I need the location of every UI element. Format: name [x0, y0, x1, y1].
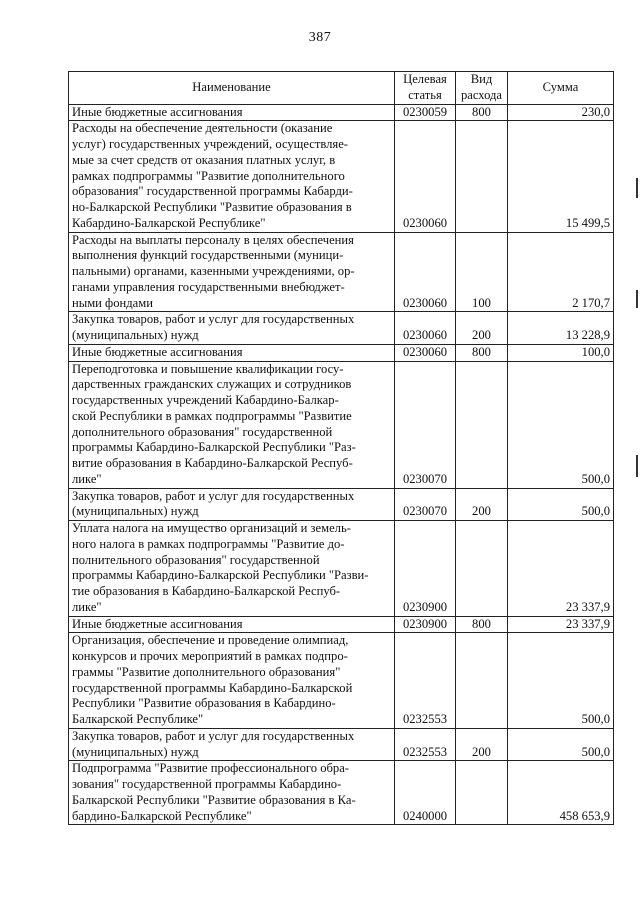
- table-row: [69, 488, 614, 521]
- row-name: Переподготовка и повышение квалификации госу- дарственных гражданских служащих и сотрудников государственных учреждений Кабардино-Балкар- ской Республики в рамках подпрограммы "Развитие дополнительного образования" государственной программы Кабардино-Балкарской Республики "Раз- витие образования в Кабардино-Балкарской Респуб- лике": [69, 361, 395, 488]
- row-type: [456, 121, 508, 232]
- row-name: Закупка товаров, работ и услуг для государственных (муниципальных) нужд: [69, 488, 395, 521]
- row-sum: 500,0: [508, 361, 614, 488]
- row-name: Закупка товаров, работ и услуг для государственных (муниципальных) нужд: [69, 728, 395, 761]
- row-code: 0240000: [395, 761, 456, 825]
- row-code: 0230060: [395, 121, 456, 232]
- row-type: 800: [456, 616, 508, 633]
- header-sum: Сумма: [508, 72, 614, 105]
- row-code: 0230900: [395, 521, 456, 617]
- header-code: Целевая статья: [395, 72, 456, 105]
- page-number: 387: [308, 30, 332, 45]
- row-name: Иные бюджетные ассигнования: [69, 104, 395, 121]
- margin-mark: [636, 290, 638, 308]
- row-type: [456, 633, 508, 729]
- row-type: 100: [456, 232, 508, 312]
- row-code: 0230059: [395, 104, 456, 121]
- row-code: 0232553: [395, 728, 456, 761]
- row-name: Подпрограмма "Развитие профессионального обра- зования" государственной программы Кабардино- Балкарской Республики "Развитие образования в Ка- бардино-Балкарской Республике": [69, 761, 395, 825]
- row-name: Иные бюджетные ассигнования: [69, 344, 395, 361]
- table-row: [69, 312, 614, 345]
- row-sum: 500,0: [508, 633, 614, 729]
- table-row: [69, 121, 614, 232]
- row-type: 800: [456, 104, 508, 121]
- table-row: [69, 232, 614, 312]
- row-type: [456, 361, 508, 488]
- row-code: 0230070: [395, 488, 456, 521]
- row-sum: 230,0: [508, 104, 614, 121]
- row-code: 0230060: [395, 312, 456, 345]
- row-sum: 500,0: [508, 728, 614, 761]
- row-type: [456, 521, 508, 617]
- row-name: Расходы на выплаты персоналу в целях обеспечения выполнения функций государственными (муници- пальными) органами, казенными учреждениями, ор- ганами управления государственными внебюджет- ными фондами: [69, 232, 395, 312]
- row-type: [456, 761, 508, 825]
- table-row: [69, 344, 614, 361]
- row-sum: 13 228,9: [508, 312, 614, 345]
- row-code: 0230070: [395, 361, 456, 488]
- table-row: [69, 361, 614, 488]
- table-row: [69, 761, 614, 825]
- table-row: [69, 633, 614, 729]
- row-type: 800: [456, 344, 508, 361]
- table-row: [69, 728, 614, 761]
- row-sum: 23 337,9: [508, 616, 614, 633]
- row-type: 200: [456, 488, 508, 521]
- row-sum: 15 499,5: [508, 121, 614, 232]
- table-row: [69, 616, 614, 633]
- row-name: Организация, обеспечение и проведение олимпиад, конкурсов и прочих мероприятий в рамках подпро- граммы "Развитие дополнительного образования" государственной программы Кабардино-Балкарской Республики "Развитие образования в Кабардино- Балкарской Республике": [69, 633, 395, 729]
- header-type: Вид расхода: [456, 72, 508, 105]
- row-type: 200: [456, 728, 508, 761]
- row-sum: 23 337,9: [508, 521, 614, 617]
- table-row: [69, 104, 614, 121]
- row-sum: 458 653,9: [508, 761, 614, 825]
- table-row: [69, 521, 614, 617]
- row-code: 0230060: [395, 232, 456, 312]
- row-sum: 2 170,7: [508, 232, 614, 312]
- header-name: Наименование: [69, 72, 395, 105]
- table-header-row: [69, 72, 614, 105]
- row-name: Закупка товаров, работ и услуг для государственных (муниципальных) нужд: [69, 312, 395, 345]
- row-code: 0230060: [395, 344, 456, 361]
- row-code: 0232553: [395, 633, 456, 729]
- row-name: Иные бюджетные ассигнования: [69, 616, 395, 633]
- margin-mark: [636, 178, 638, 198]
- row-sum: 500,0: [508, 488, 614, 521]
- budget-table: [68, 71, 614, 825]
- row-name: Уплата налога на имущество организаций и земель- ного налога в рамках подпрограммы "Развитие до- полнительного образования" государственной программы Кабардино-Балкарской Республики "Разви- тие образования в Кабардино-Балкарской Респуб- лике": [69, 521, 395, 617]
- row-type: 200: [456, 312, 508, 345]
- row-code: 0230900: [395, 616, 456, 633]
- margin-mark: [636, 455, 638, 477]
- row-sum: 100,0: [508, 344, 614, 361]
- row-name: Расходы на обеспечение деятельности (оказание услуг) государственных учреждений, осуществляе- мые за счет средств от оказания платных услуг, в рамках подпрограммы "Развитие дополнительного образования" государственной программы Кабарди- но-Балкарской Республики "Развитие образования в Кабардино-Балкарской Республике": [69, 121, 395, 232]
